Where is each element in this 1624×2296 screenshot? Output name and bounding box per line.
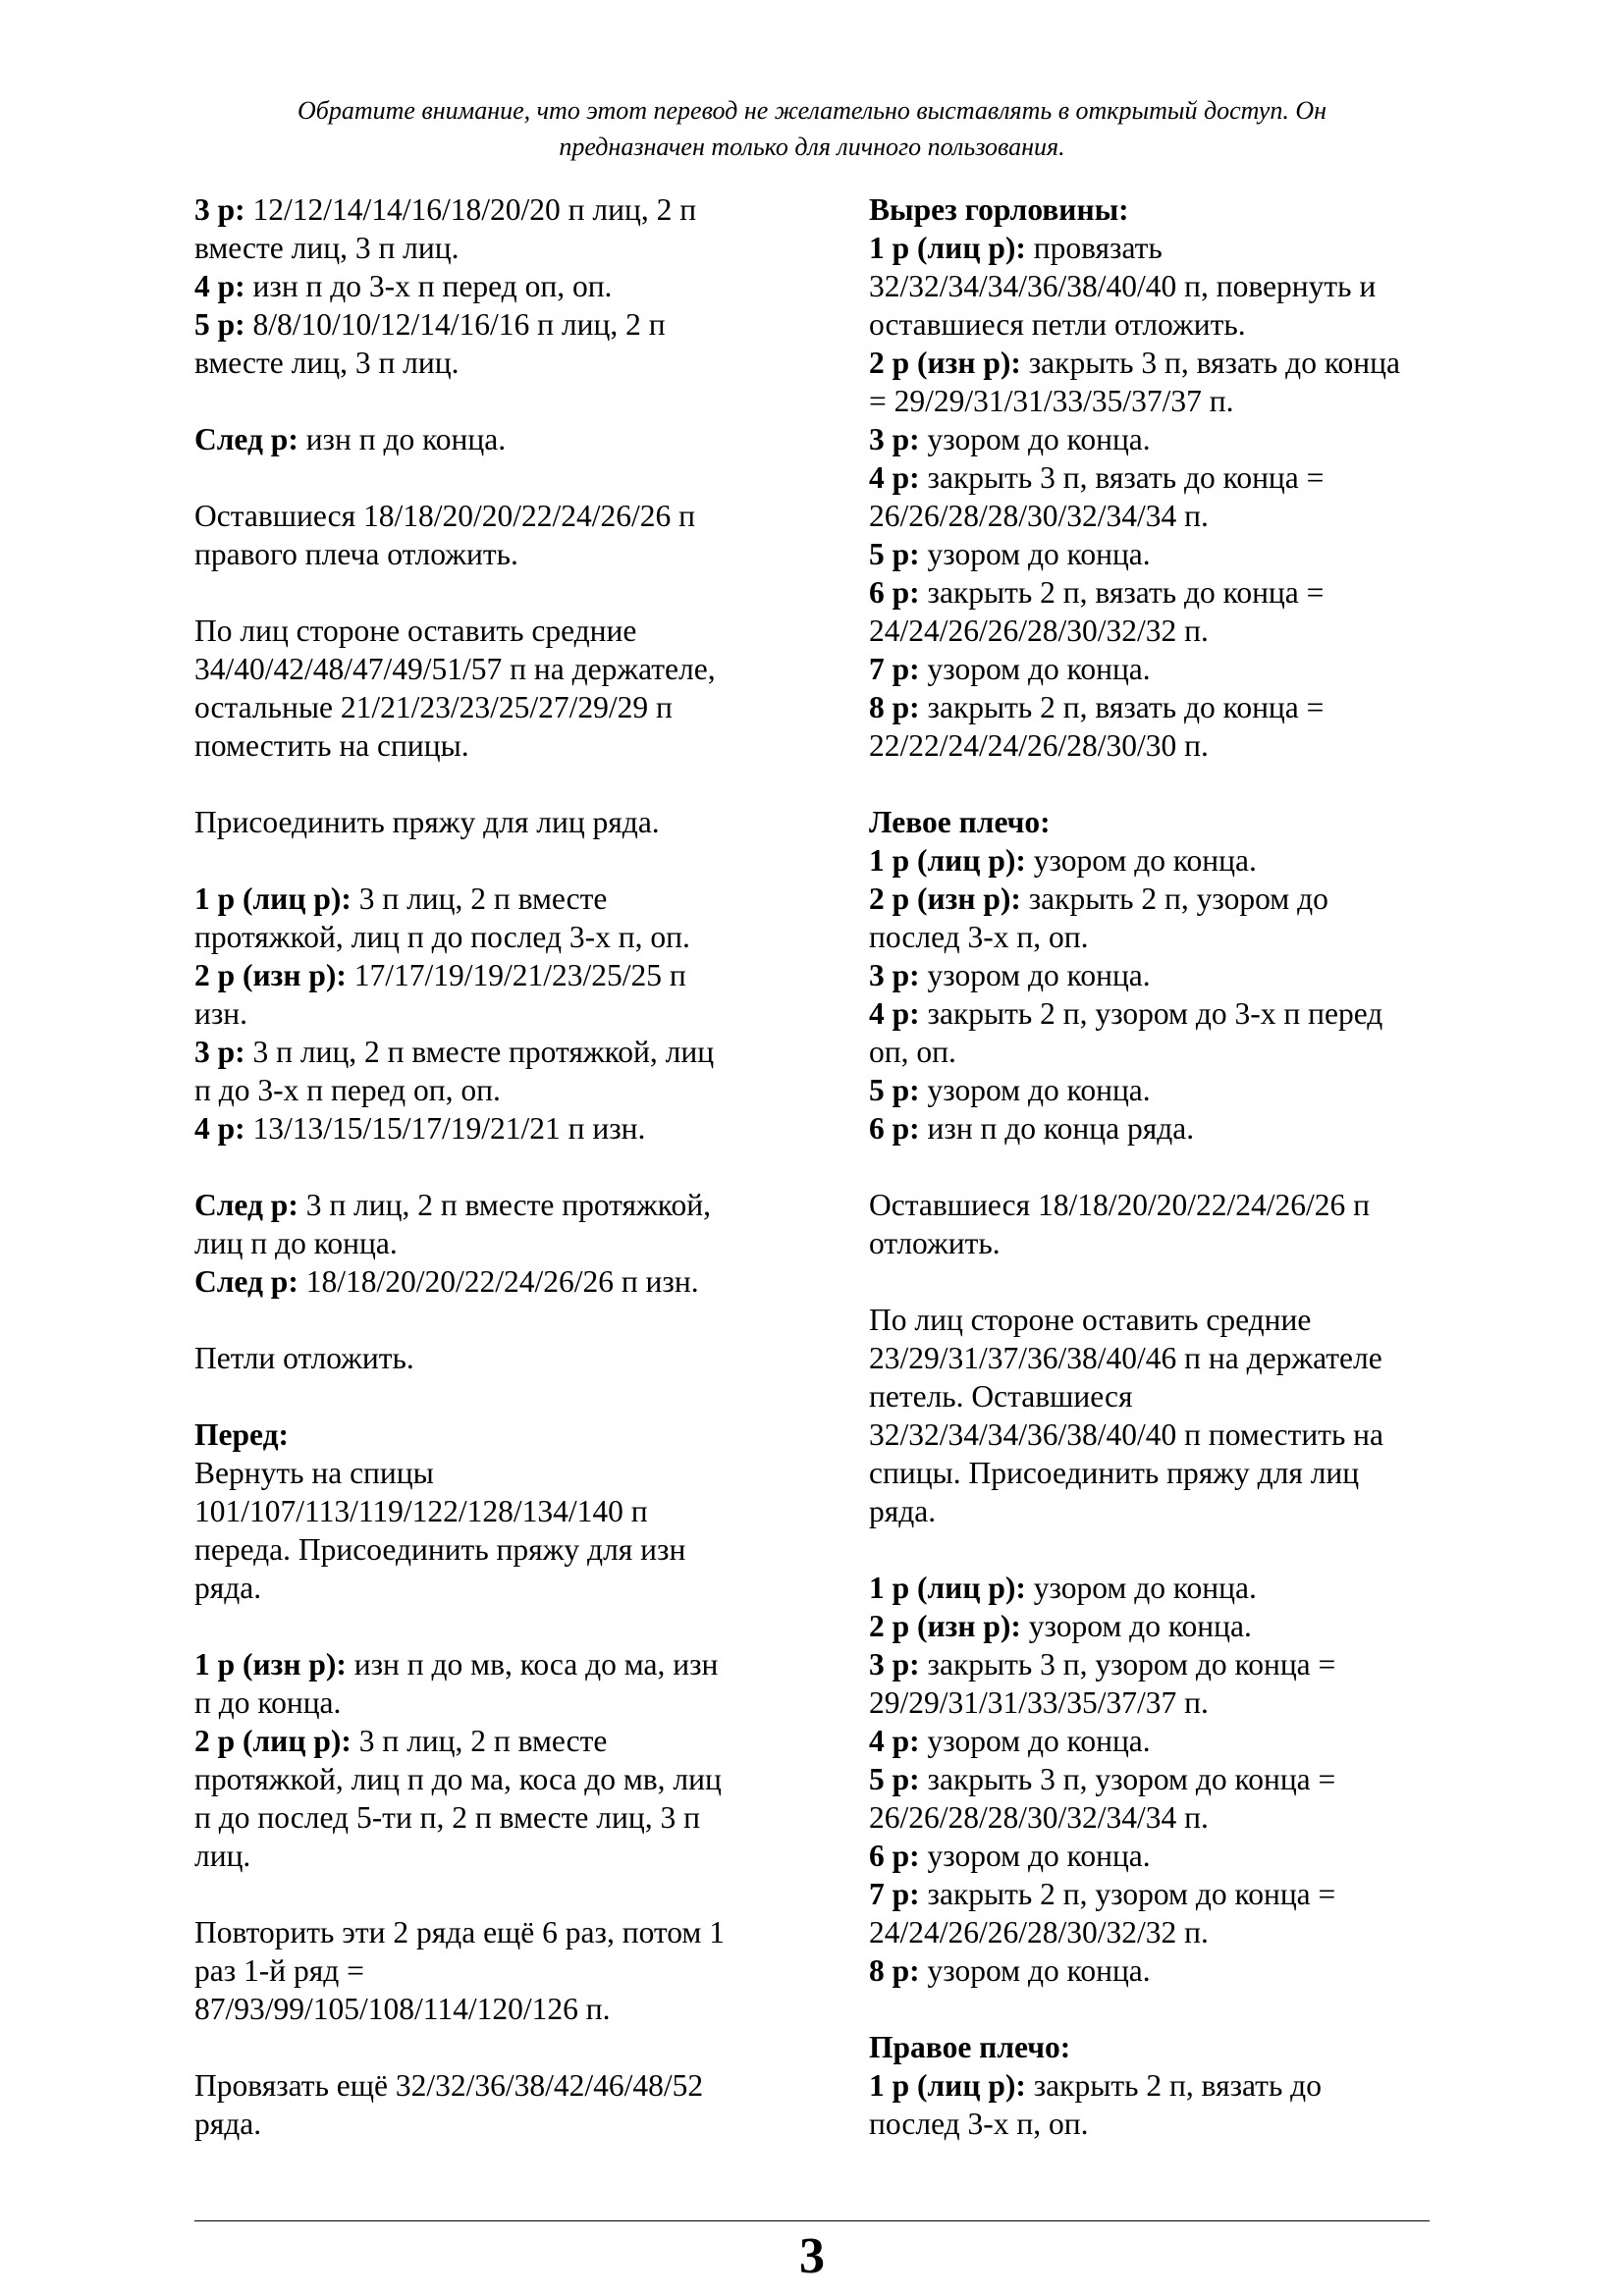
text-segment: лиц п до конца.: [194, 1226, 398, 1260]
paragraph: [869, 1186, 1458, 1262]
text-line: [869, 382, 1458, 420]
row-label: 3 р:: [869, 1647, 920, 1682]
text-segment: 32/32/34/34/36/38/40/40 п, повернуть и: [869, 269, 1377, 303]
row-label: 1 р (лиц р):: [869, 231, 1026, 265]
text-segment: узором до конца.: [919, 537, 1151, 571]
row-label: 1 р (лиц р):: [869, 843, 1026, 878]
text-line: [194, 267, 784, 305]
paragraph: [194, 497, 784, 573]
text-line: [194, 1798, 784, 1837]
text-line: [869, 573, 1458, 612]
text-segment: изн п до конца ряда.: [919, 1111, 1195, 1146]
text-line: [869, 458, 1458, 497]
text-line: [194, 497, 784, 535]
text-line: [194, 1722, 784, 1760]
text-segment: 24/24/26/26/28/30/32/32 п.: [869, 614, 1209, 648]
text-line: [194, 650, 784, 688]
text-segment: закрыть 3 п, вязать до конца: [1020, 346, 1400, 380]
text-line: [194, 1033, 784, 1071]
row-label: 2 р (изн р):: [869, 881, 1021, 916]
row-label: 7 р:: [869, 1877, 920, 1911]
text-line: [194, 1109, 784, 1148]
text-segment: 12/12/14/14/16/18/20/20 п лиц, 2 п: [244, 192, 697, 227]
text-line: [869, 2028, 1458, 2066]
text-line: [869, 344, 1458, 382]
row-label: 2 р (изн р):: [869, 346, 1021, 380]
text-line: [869, 994, 1458, 1033]
row-label: 6 р:: [869, 1839, 920, 1873]
text-segment: изн п до мв, коса до ма, изн: [346, 1647, 719, 1682]
text-line: [194, 994, 784, 1033]
text-segment: По лиц стороне оставить средние: [869, 1303, 1312, 1337]
text-line: [869, 841, 1458, 880]
text-segment: ряда.: [194, 2107, 262, 2141]
row-label: 2 р (изн р):: [869, 1609, 1021, 1643]
text-line: [869, 305, 1458, 344]
row-label: 4 р:: [869, 1724, 920, 1758]
text-segment: По лиц стороне оставить средние: [194, 614, 637, 648]
text-line: [194, 1071, 784, 1109]
text-line: [194, 305, 784, 344]
text-line: [194, 688, 784, 726]
text-segment: узором до конца.: [919, 958, 1151, 992]
text-segment: узором до конца.: [919, 1953, 1151, 1988]
text-line: [194, 344, 784, 382]
text-segment: 17/17/19/19/21/23/25/25 п: [346, 958, 686, 992]
text-segment: узором до конца.: [919, 1073, 1151, 1107]
row-label: 5 р:: [194, 307, 245, 342]
text-line: [869, 1875, 1458, 1913]
text-segment: переда. Присоединить пряжу для изн: [194, 1532, 686, 1567]
text-segment: закрыть 2 п, вязать до конца =: [919, 575, 1325, 610]
right-column: [869, 190, 1458, 2181]
text-line: [869, 1109, 1458, 1148]
page-number: 3: [799, 2228, 825, 2284]
text-segment: протяжкой, лиц п до послед 3-х п, оп.: [194, 920, 690, 954]
text-segment: 29/29/31/31/33/35/37/37 п.: [869, 1685, 1209, 1720]
paragraph: [194, 1339, 784, 1377]
text-segment: 26/26/28/28/30/32/34/34 п.: [869, 1800, 1209, 1835]
text-line: [194, 229, 784, 267]
text-line: [869, 880, 1458, 918]
text-line: [194, 880, 784, 918]
row-label: 3 р:: [194, 192, 245, 227]
text-line: [869, 420, 1458, 458]
text-line: [869, 1492, 1458, 1530]
text-line: [869, 2105, 1458, 2143]
text-segment: 87/93/99/105/108/114/120/126 п.: [194, 1992, 611, 2026]
text-segment: 18/18/20/20/22/24/26/26 п изн.: [298, 1264, 699, 1299]
row-label: Вырез горловины:: [869, 192, 1129, 227]
row-label: 5 р:: [869, 537, 920, 571]
text-segment: Повторить эти 2 ряда ещё 6 раз, потом 1: [194, 1915, 725, 1949]
text-segment: оставшиеся петли отложить.: [869, 307, 1246, 342]
text-segment: послед 3-х п, оп.: [869, 920, 1089, 954]
row-label: 7 р:: [869, 652, 920, 686]
text-segment: 22/22/24/24/26/28/30/30 п.: [869, 728, 1209, 763]
text-segment: изн п до конца.: [298, 422, 507, 456]
text-line: [869, 535, 1458, 573]
text-segment: ряда.: [194, 1571, 262, 1605]
text-segment: = 29/29/31/31/33/35/37/37 п.: [869, 384, 1234, 418]
row-label: 1 р (лиц р):: [869, 1571, 1026, 1605]
text-line: [194, 1760, 784, 1798]
text-line: [869, 1951, 1458, 1990]
text-segment: 3 п лиц, 2 п вместе протяжкой, лиц: [244, 1035, 715, 1069]
text-line: [194, 918, 784, 956]
text-line: [869, 956, 1458, 994]
text-line: [194, 726, 784, 765]
text-line: [869, 1645, 1458, 1683]
text-segment: закрыть 2 п, узором до: [1020, 881, 1328, 916]
text-line: [194, 420, 784, 458]
row-label: Левое плечо:: [869, 805, 1051, 839]
row-label: 6 р:: [869, 575, 920, 610]
paragraph: [194, 803, 784, 841]
paragraph: [194, 1913, 784, 2028]
text-segment: п до послед 5-ти п, 2 п вместе лиц, 3 п: [194, 1800, 700, 1835]
text-line: [194, 612, 784, 650]
text-segment: узором до конца.: [919, 422, 1151, 456]
text-segment: Вернуть на спицы: [194, 1456, 434, 1490]
text-line: [869, 1913, 1458, 1951]
text-line: [869, 1569, 1458, 1607]
row-label: Правое плечо:: [869, 2030, 1071, 2064]
row-label: Перед:: [194, 1417, 289, 1452]
text-line: [194, 2105, 784, 2143]
text-segment: 23/29/31/37/36/38/40/46 п на держателе: [869, 1341, 1382, 1375]
text-segment: вместе лиц, 3 п лиц.: [194, 231, 460, 265]
text-segment: раз 1-й ряд =: [194, 1953, 364, 1988]
text-segment: изн.: [194, 996, 248, 1031]
paragraph: [869, 1301, 1458, 1530]
text-line: [869, 267, 1458, 305]
row-label: 3 р:: [869, 422, 920, 456]
text-segment: лиц.: [194, 1839, 251, 1873]
text-segment: 32/32/34/34/36/38/40/40 п поместить на: [869, 1417, 1384, 1452]
text-segment: 13/13/15/15/17/19/21/21 п изн.: [244, 1111, 646, 1146]
text-segment: протяжкой, лиц п до ма, коса до мв, лиц: [194, 1762, 722, 1796]
text-line: [194, 1569, 784, 1607]
text-segment: узором до конца.: [1025, 1571, 1257, 1605]
text-segment: узором до конца.: [919, 1724, 1151, 1758]
footer-divider: [194, 2220, 1430, 2221]
text-segment: п до конца.: [194, 1685, 342, 1720]
paragraph: [194, 2066, 784, 2143]
paragraph: [194, 1186, 784, 1301]
header-notice-line-2: предназначен только для личного пользования.: [559, 133, 1065, 161]
text-segment: п до 3-х п перед оп, оп.: [194, 1073, 501, 1107]
paragraph: [869, 1569, 1458, 1990]
text-segment: остальные 21/21/23/23/25/27/29/29 п: [194, 690, 673, 724]
text-segment: провязать: [1025, 231, 1163, 265]
row-label: 1 р (изн р):: [194, 1647, 347, 1682]
text-line: [194, 1415, 784, 1454]
text-segment: узором до конца.: [1020, 1609, 1252, 1643]
text-line: [869, 918, 1458, 956]
text-line: [194, 1454, 784, 1492]
text-segment: Оставшиеся 18/18/20/20/22/24/26/26 п: [869, 1188, 1370, 1222]
text-segment: закрыть 2 п, узором до 3-х п перед: [919, 996, 1383, 1031]
text-segment: 101/107/113/119/122/128/134/140 п: [194, 1494, 648, 1528]
text-segment: оп, оп.: [869, 1035, 956, 1069]
text-line: [194, 535, 784, 573]
text-line: [194, 1645, 784, 1683]
text-segment: 34/40/42/48/47/49/51/57 п на держателе,: [194, 652, 716, 686]
paragraph: [194, 190, 784, 382]
row-label: След р:: [194, 422, 298, 456]
text-line: [194, 2066, 784, 2105]
text-segment: петель. Оставшиеся: [869, 1379, 1133, 1414]
text-segment: отложить.: [869, 1226, 1001, 1260]
text-segment: 3 п лиц, 2 п вместе: [351, 1724, 608, 1758]
row-label: 2 р (изн р):: [194, 958, 347, 992]
text-line: [194, 190, 784, 229]
text-segment: 26/26/28/28/30/32/34/34 п.: [869, 499, 1209, 533]
row-label: 5 р:: [869, 1073, 920, 1107]
paragraph: [194, 420, 784, 458]
text-line: [194, 956, 784, 994]
text-segment: изн п до 3-х п перед оп, оп.: [244, 269, 613, 303]
text-segment: послед 3-х п, оп.: [869, 2107, 1089, 2141]
text-line: [869, 2066, 1458, 2105]
text-line: [869, 1415, 1458, 1454]
text-segment: узором до конца.: [1025, 843, 1257, 878]
text-line: [869, 1339, 1458, 1377]
text-line: [194, 1837, 784, 1875]
text-segment: закрыть 2 п, узором до конца =: [919, 1877, 1336, 1911]
text-segment: 3 п лиц, 2 п вместе: [351, 881, 608, 916]
text-line: [869, 1722, 1458, 1760]
text-line: [869, 1301, 1458, 1339]
row-label: 1 р (лиц р):: [869, 2068, 1026, 2103]
text-segment: Присоединить пряжу для лиц ряда.: [194, 805, 660, 839]
paragraph: [869, 2028, 1458, 2143]
text-segment: закрыть 3 п, узором до конца =: [919, 1762, 1336, 1796]
text-line: [194, 1492, 784, 1530]
row-label: След р:: [194, 1264, 298, 1299]
text-segment: 8/8/10/10/12/14/16/16 п лиц, 2 п: [244, 307, 666, 342]
paragraph: [194, 880, 784, 1148]
text-line: [194, 803, 784, 841]
text-line: [194, 1186, 784, 1224]
text-line: [869, 497, 1458, 535]
text-line: [869, 1071, 1458, 1109]
text-line: [194, 1951, 784, 1990]
row-label: 6 р:: [869, 1111, 920, 1146]
text-segment: правого плеча отложить.: [194, 537, 518, 571]
text-line: [869, 1454, 1458, 1492]
text-segment: спицы. Присоединить пряжу для лиц: [869, 1456, 1360, 1490]
text-line: [869, 190, 1458, 229]
row-label: 4 р:: [869, 996, 920, 1031]
text-segment: закрыть 3 п, вязать до конца =: [919, 460, 1325, 495]
row-label: 4 р:: [194, 269, 245, 303]
row-label: 3 р:: [869, 958, 920, 992]
row-label: 4 р:: [194, 1111, 245, 1146]
text-line: [194, 1913, 784, 1951]
text-segment: Оставшиеся 18/18/20/20/22/24/26/26 п: [194, 499, 695, 533]
text-segment: поместить на спицы.: [194, 728, 469, 763]
text-segment: Провязать ещё 32/32/36/38/42/46/48/52: [194, 2068, 704, 2103]
paragraph: [194, 1415, 784, 1607]
row-label: 5 р:: [869, 1762, 920, 1796]
row-label: 8 р:: [869, 1953, 920, 1988]
text-line: [869, 612, 1458, 650]
text-line: [869, 1683, 1458, 1722]
header-notice-line-1: Обратите внимание, что этот перевод не желательно выставлять в открытый доступ. Он: [297, 96, 1326, 125]
text-line: [869, 1760, 1458, 1798]
text-line: [869, 1798, 1458, 1837]
text-segment: узором до конца.: [919, 652, 1151, 686]
row-label: 1 р (лиц р):: [194, 881, 352, 916]
row-label: След р:: [194, 1188, 298, 1222]
row-label: 4 р:: [869, 460, 920, 495]
text-segment: 24/24/26/26/28/30/32/32 п.: [869, 1915, 1209, 1949]
header-notice: [196, 92, 1428, 165]
text-line: [194, 1683, 784, 1722]
text-segment: 3 п лиц, 2 п вместе протяжкой,: [298, 1188, 711, 1222]
text-line: [869, 1837, 1458, 1875]
text-line: [869, 688, 1458, 726]
text-line: [869, 803, 1458, 841]
text-segment: закрыть 3 п, узором до конца =: [919, 1647, 1336, 1682]
row-label: 2 р (лиц р):: [194, 1724, 352, 1758]
text-line: [869, 650, 1458, 688]
text-line: [194, 1990, 784, 2028]
row-label: 8 р:: [869, 690, 920, 724]
left-column: [194, 190, 784, 2181]
text-segment: закрыть 2 п, вязать до: [1025, 2068, 1322, 2103]
text-line: [194, 1262, 784, 1301]
text-line: [194, 1339, 784, 1377]
paragraph: [869, 803, 1458, 1148]
text-segment: вместе лиц, 3 п лиц.: [194, 346, 460, 380]
row-label: 3 р:: [194, 1035, 245, 1069]
paragraph: [869, 190, 1458, 765]
text-line: [869, 726, 1458, 765]
paragraph: [194, 612, 784, 765]
paragraph: [194, 1645, 784, 1875]
text-segment: ряда.: [869, 1494, 937, 1528]
text-line: [869, 229, 1458, 267]
text-line: [869, 1607, 1458, 1645]
text-line: [194, 1530, 784, 1569]
text-line: [869, 1186, 1458, 1224]
text-line: [869, 1033, 1458, 1071]
text-line: [869, 1224, 1458, 1262]
text-segment: закрыть 2 п, вязать до конца =: [919, 690, 1325, 724]
text-line: [869, 1377, 1458, 1415]
text-segment: узором до конца.: [919, 1839, 1151, 1873]
text-line: [194, 1224, 784, 1262]
text-segment: Петли отложить.: [194, 1341, 414, 1375]
